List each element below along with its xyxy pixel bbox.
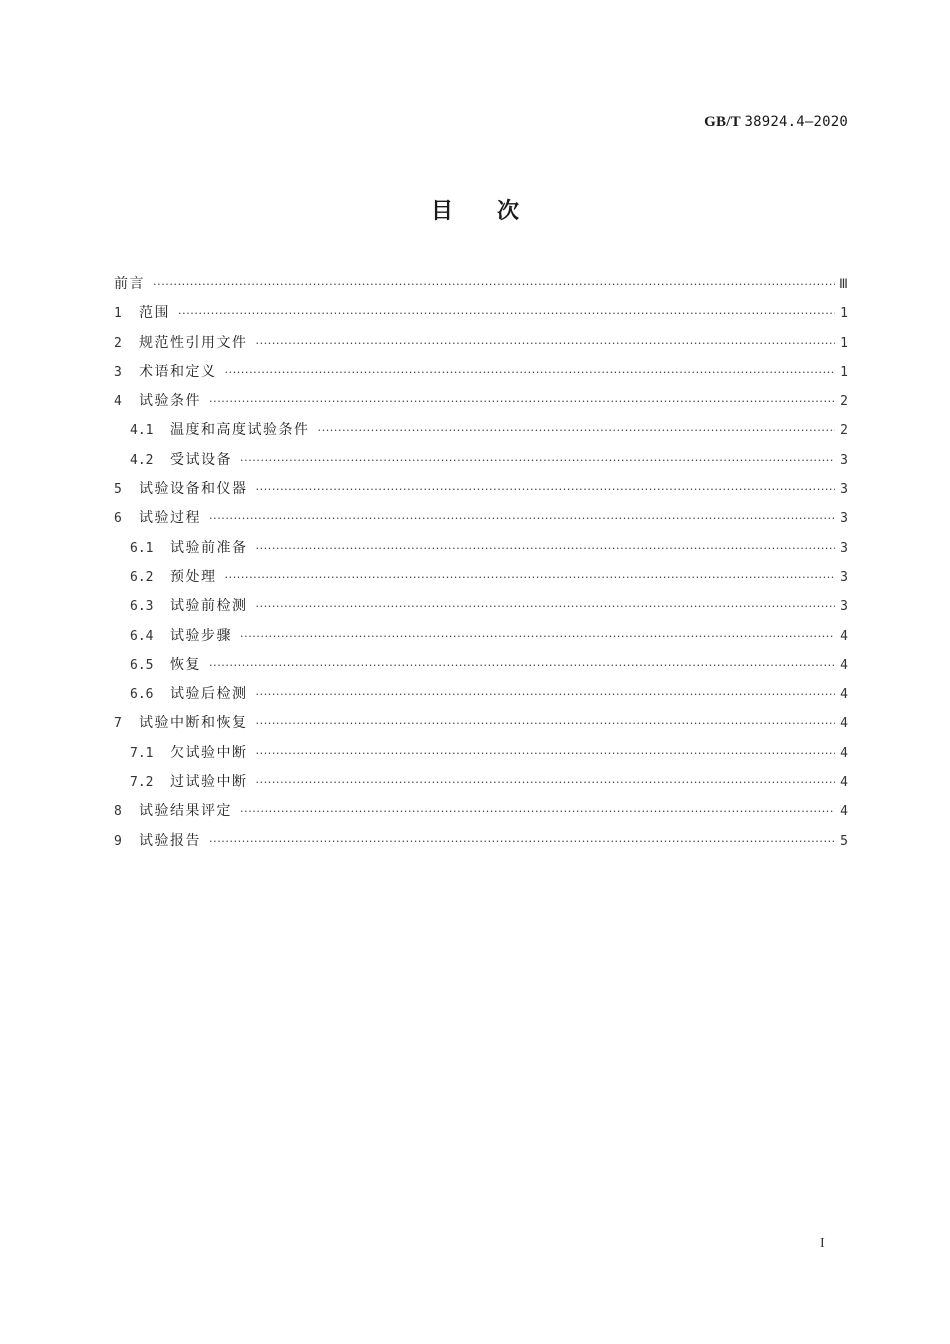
toc-entry-title: 试验过程 [139, 510, 201, 527]
toc-entry[interactable] [114, 651, 848, 680]
dot-leader [256, 709, 836, 738]
toc-entry[interactable] [114, 270, 848, 299]
toc-entry[interactable] [114, 446, 848, 475]
toc-entry[interactable] [114, 768, 848, 797]
toc-entry[interactable] [114, 475, 848, 504]
toc-entry-title: 试验条件 [139, 393, 201, 410]
dot-leader [178, 299, 835, 328]
toc-entry-page: 4 [840, 687, 848, 703]
toc-entry-title: 温度和高度试验条件 [170, 422, 310, 439]
dot-leader [256, 534, 836, 563]
toc-entry-title: 过试验中断 [170, 774, 248, 791]
toc-entry-number: 6.5 [130, 657, 154, 673]
toc-entry[interactable] [114, 622, 848, 651]
dot-leader [256, 592, 836, 621]
toc-entry-number: 5 [114, 482, 122, 498]
toc-entry-page: 4 [840, 716, 848, 732]
page-number: I [820, 1236, 825, 1251]
toc-entry-number: 3 [114, 364, 122, 380]
dot-leader [240, 797, 835, 826]
toc-entry-title: 范围 [139, 305, 170, 322]
toc-entry-page: 3 [840, 540, 848, 556]
standard-prefix: GB/T [704, 114, 741, 130]
toc-entry-page: 1 [840, 364, 848, 380]
dot-leader [209, 504, 835, 533]
toc-entry-number: 6.6 [130, 687, 154, 703]
toc-entry-number: 6.2 [130, 569, 154, 585]
toc-entry[interactable] [114, 504, 848, 533]
toc-entry-page: 3 [840, 599, 848, 615]
toc-entry-title: 前言 [114, 276, 145, 292]
toc-entry-number: 6 [114, 511, 122, 527]
toc-entry-title: 试验报告 [139, 832, 201, 849]
toc-entry-number: 6.4 [130, 628, 154, 644]
dot-leader [153, 270, 835, 299]
toc-entry-number: 9 [114, 833, 122, 849]
toc-entry-page: 1 [840, 306, 848, 322]
toc-entry-page: 2 [840, 394, 848, 410]
toc-entry-page: 3 [840, 482, 848, 498]
toc-entry-title: 试验设备和仪器 [139, 481, 248, 498]
dot-leader [318, 416, 836, 445]
dot-leader [256, 329, 836, 358]
toc-entry[interactable] [114, 358, 848, 387]
toc-entry[interactable] [114, 680, 848, 709]
toc-entry-title: 试验步骤 [170, 627, 232, 644]
toc-entry-number: 1 [114, 306, 122, 322]
toc-entry-title: 欠试验中断 [170, 744, 248, 761]
page-title: 目次 [430, 199, 563, 224]
dot-leader [256, 475, 836, 504]
toc-entry-page: 3 [840, 452, 848, 468]
dot-leader [209, 651, 835, 680]
toc-entry-page: 4 [840, 775, 848, 791]
toc-entry[interactable] [114, 709, 848, 738]
dot-leader [240, 622, 835, 651]
toc-entry-title: 试验前准备 [170, 539, 248, 556]
toc-entry-title: 规范性引用文件 [139, 334, 248, 351]
dot-leader [225, 563, 836, 592]
toc-entry[interactable] [114, 387, 848, 416]
toc-entry-number: 4 [114, 394, 122, 410]
toc-entry-title: 试验结果评定 [139, 803, 232, 820]
dot-leader [256, 680, 836, 709]
toc-entry-page: 3 [840, 511, 848, 527]
toc-entry-page: 2 [840, 423, 848, 439]
toc-entry[interactable] [114, 739, 848, 768]
toc-entry-number: 7 [114, 716, 122, 732]
toc-entry-title: 试验前检测 [170, 598, 248, 615]
dot-leader [256, 768, 836, 797]
toc-entry[interactable] [114, 592, 848, 621]
toc-entry-number: 6.1 [130, 540, 154, 556]
dot-leader [225, 358, 836, 387]
toc-entry-page: 4 [840, 628, 848, 644]
toc-entry-number: 8 [114, 804, 122, 820]
toc-entry-page: 5 [840, 833, 848, 849]
toc-entry[interactable] [114, 416, 848, 445]
toc-entry[interactable] [114, 563, 848, 592]
toc-entry-page: Ⅲ [839, 277, 848, 292]
toc-entry-title: 恢复 [170, 656, 201, 673]
toc-entry-title: 试验中断和恢复 [139, 715, 248, 732]
toc-entry[interactable] [114, 534, 848, 563]
dot-leader [256, 739, 836, 768]
toc-entry-page: 4 [840, 745, 848, 761]
standard-code: 38924.4—2020 [744, 114, 848, 130]
standard-number [704, 114, 848, 131]
toc-entry-number: 4.1 [130, 423, 154, 439]
dot-leader [209, 827, 835, 856]
toc-entry-number: 7.2 [130, 775, 154, 791]
toc-entry-page: 1 [840, 335, 848, 351]
toc-entry-page: 4 [840, 804, 848, 820]
toc-entry[interactable] [114, 827, 848, 856]
table-of-contents [114, 270, 848, 856]
toc-entry[interactable] [114, 329, 848, 358]
toc-entry-number: 6.3 [130, 599, 154, 615]
toc-entry[interactable] [114, 299, 848, 328]
toc-entry-title: 术语和定义 [139, 363, 217, 380]
toc-entry-page: 4 [840, 657, 848, 673]
toc-entry-number: 7.1 [130, 745, 154, 761]
dot-leader [209, 387, 835, 416]
dot-leader [240, 446, 835, 475]
toc-entry-page: 3 [840, 569, 848, 585]
toc-entry-title: 试验后检测 [170, 686, 248, 703]
toc-entry-title: 受试设备 [170, 451, 232, 468]
toc-entry-title: 预处理 [170, 568, 217, 585]
toc-entry-number: 4.2 [130, 452, 154, 468]
toc-entry[interactable] [114, 797, 848, 826]
toc-entry-number: 2 [114, 335, 122, 351]
